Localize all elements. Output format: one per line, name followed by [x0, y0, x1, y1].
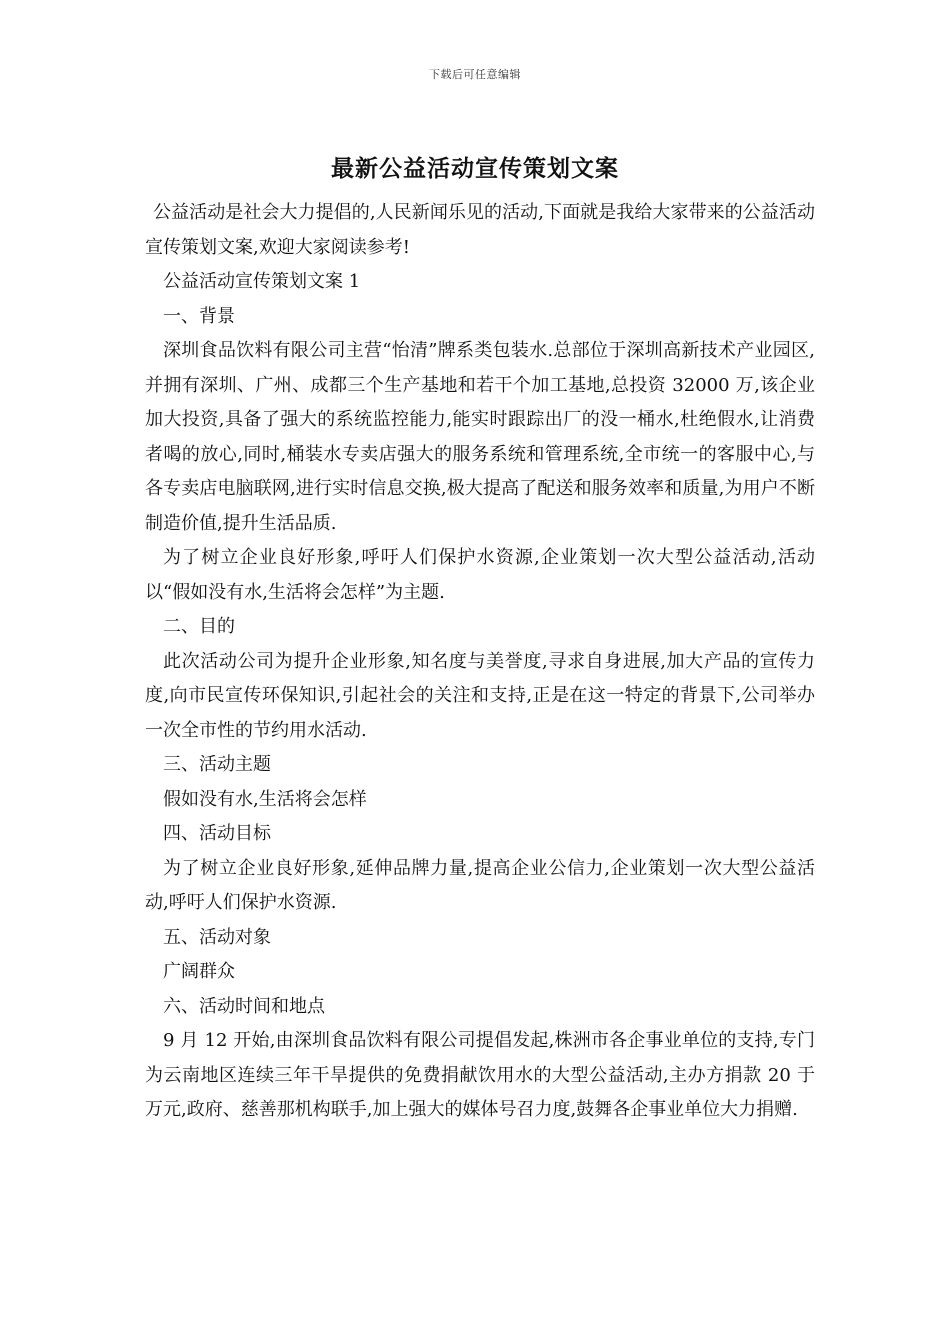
- document-title: 最新公益活动宣传策划文案: [331, 156, 619, 182]
- goal-paragraph: 为了树立企业良好形象,延伸品牌力量,提高企业公信力,企业策划一次大型公益活动,呼吁人们保护水资源.: [145, 857, 815, 913]
- section-heading-background: 一、背景: [163, 305, 235, 327]
- subtitle: 公益活动宣传策划文案 1: [163, 271, 361, 292]
- purpose-paragraph: 此次活动公司为提升企业形象,知名度与美誉度,寻求自身进展,加大产品的宣传力度,向市民宣传环保知识,引起社会的关注和支持,正是在这一特定的背景下,公司举办一次全市性的节约用水活动.: [145, 650, 815, 741]
- section-heading-audience: 五、活动对象: [163, 926, 271, 948]
- section-heading-purpose: 二、目的: [163, 616, 235, 637]
- intro-paragraph: 公益活动是社会大力提倡的,人民新闻乐见的活动,下面就是我给大家带来的公益活动宣传策划文案,欢迎大家阅读参考!: [145, 202, 815, 258]
- section-heading-goal: 四、活动目标: [163, 823, 271, 844]
- audience-paragraph: 广阔群众: [163, 961, 235, 982]
- theme-paragraph: 假如没有水,生活将会怎样: [163, 788, 367, 810]
- document-body: [145, 196, 815, 1128]
- time-place-paragraph: 9 月 12 开始,由深圳食品饮料有限公司提倡发起,株洲市各企事业单位的支持,专门为云南地区连续三年干旱提供的免费捐献饮用水的大型公益活动,主办方捐款 20 于万元,政府、慈善那机构联手,加上强大的媒体号召力度,鼓舞各企事业单位大力捐赠.: [145, 1030, 815, 1120]
- background-paragraph: 深圳食品饮料有限公司主营“怡清”牌系类包装水.总部位于深圳高新技术产业园区,并拥有深圳、广州、成都三个生产基地和若干个加工基地,总投资 32000 万,该企业加大投资,具备了强大的系统监控能力,能实时跟踪出厂的没一桶水,杜绝假水,让消费者喝的放心,同时,桶装水专卖店强大的服务系统和管理系统,全市统一的客服中心,与各专卖店电脑联网,进行实时信息交换,极大提高了配送和服务效率和质量,为用户不断制造价值,提升生活品质.: [145, 340, 815, 534]
- section-heading-theme: 三、活动主题: [163, 754, 271, 775]
- section-heading-time-place: 六、活动时间和地点: [163, 995, 325, 1017]
- header-note: 下载后可任意编辑: [429, 68, 521, 81]
- background-paragraph: 为了树立企业良好形象,呼吁人们保护水资源,企业策划一次大型公益活动,活动以“假如没有水,生活将会怎样”为主题.: [145, 547, 815, 603]
